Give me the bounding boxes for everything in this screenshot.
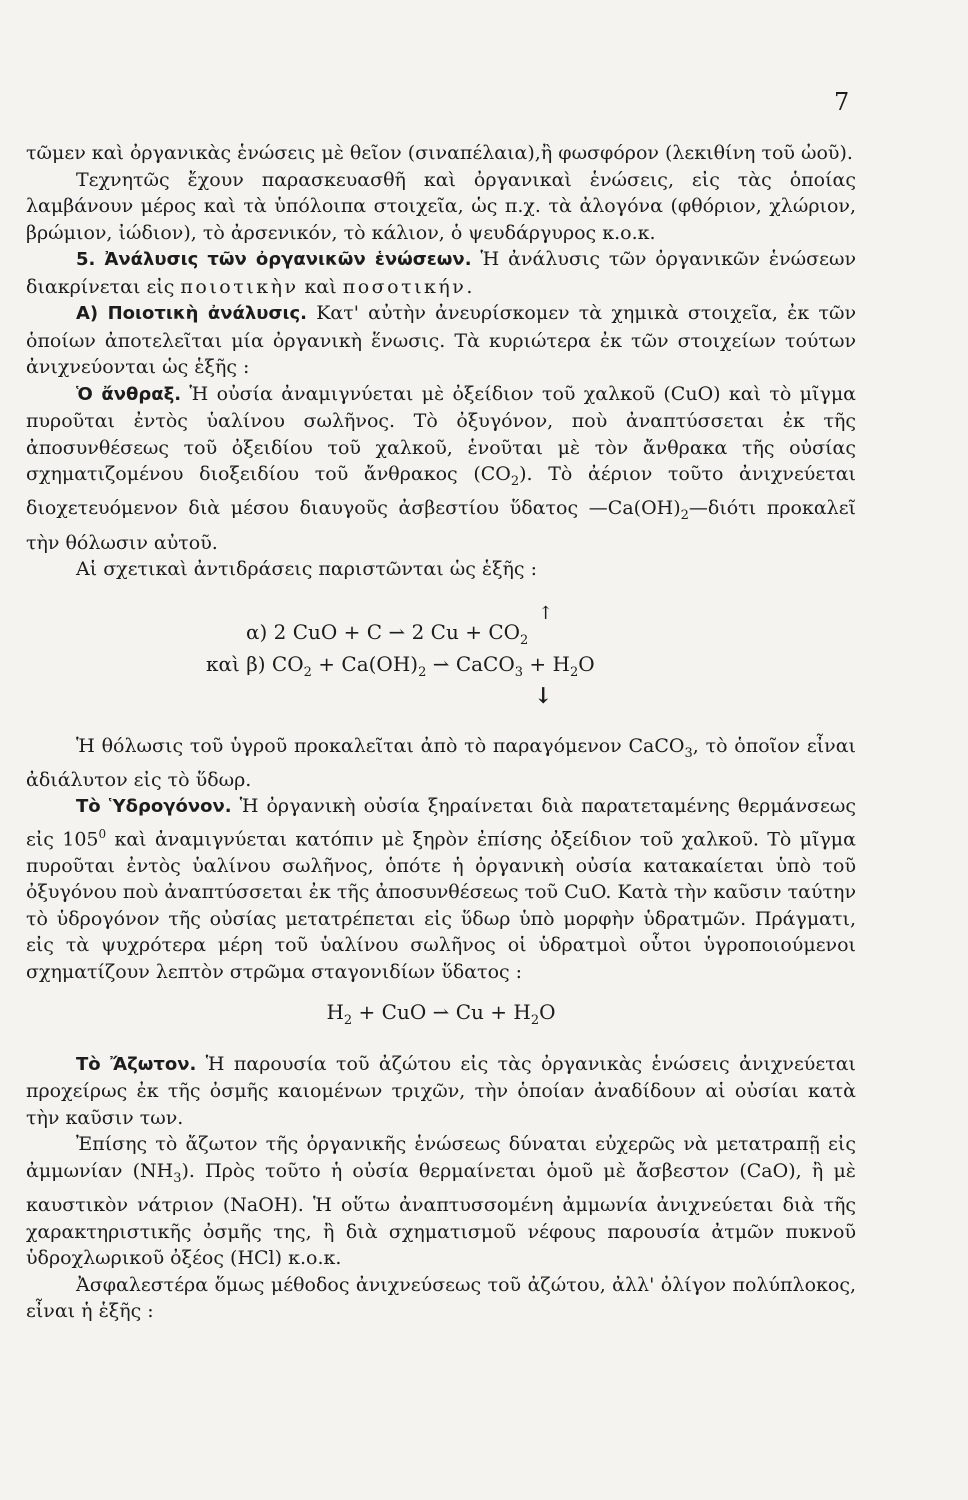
subscript: 2 xyxy=(530,1013,540,1029)
analysis-text: Ἡ ἀνάλυσις τῶν ὀργανικῶν ἑνώσεων διακρίνεται εἰς xyxy=(26,248,856,298)
paragraph-reactions-intro: Αἱ σχετικαὶ ἀντιδράσεις παριστῶνται ὡς ἑξῆς : xyxy=(76,558,538,581)
precipitate-arrow-down-icon: ↓ xyxy=(534,682,553,709)
analysis-conjunction: καὶ xyxy=(298,275,343,298)
paragraph-synthetic-compounds: Τεχνητῶς ἔχουν παρασκευασθῆ καὶ ὀργανικαὶ ἑνώσεις, εἰς τὰς ὁποίας λαμβάνουν μέρος καὶ τὰ ὑπόλοιπα στοιχεῖα, ὡς π.χ. τὰ ἀλογόνα (φθόριον, χλώριον, βρώμιον, ἰώδιον), τὸ ἀρσενικόν, τὸ κάλιον, ὁ ψευδάργυρος κ.ο.κ. xyxy=(26,168,856,244)
subscript: 2 xyxy=(569,664,579,680)
equation-b-part: ⇀ CaCO xyxy=(426,651,515,676)
hydrogen-text-a: Ἡ ὀργανικὴ οὐσία ξηραίνεται διὰ παρατεταμένης θερμάνσεως εἰς 105 xyxy=(26,795,856,851)
subscript: 2 xyxy=(418,664,427,680)
subscript: 2 xyxy=(303,664,312,680)
equation-b xyxy=(206,651,595,687)
section-heading-analysis: 5. Ἀνάλυσις τῶν ὀργανικῶν ἑνώσεων. xyxy=(76,249,472,270)
paragraph-analysis xyxy=(26,246,856,300)
carbon-text-a: Ἡ οὐσία ἀναμιγνύεται μὲ ὀξείδιον τοῦ χαλκοῦ (CuO) καὶ τὸ μῖγμα πυροῦται ἐντὸς ὑαλίνου σωλῆνος. Τὸ ὀξυγόνον, ποὺ ἀναπτύσσεται ἐκ τῆς ἀποσυνθέσεως τοῦ ὀξειδίου τοῦ χαλκοῦ, ἑνοῦται μὲ τὸν ἄνθρακα τῆς οὐσίας σχηματιζομένου διοξειδίου τοῦ ἄνθρακος (CO xyxy=(26,382,857,485)
subscript: 3 xyxy=(514,664,524,680)
equation-b-part: καὶ β) CO xyxy=(206,651,304,676)
page-number: 7 xyxy=(834,88,850,116)
carbon-text-b: ). Τὸ ἀέριον τοῦτο ἀνιχνεύεται διοχετευόμενον διὰ μέσου διαυγοῦς ἀσβεστίου ὕδατος —Ca(OH) xyxy=(26,463,856,520)
ammonia-text-b: ). Πρὸς τοῦτο ἡ οὐσία θερμαίνεται ὁμοῦ μὲ ἄσβεστον (CaO), ἢ μὲ καυστικὸν νάτριον (NaOH). Ἡ οὕτω ἀναπτυσσομένη ἀμμωνία ἀνιχνεύεται διὰ τῆς χαρακτηριστικῆς ὀσμῆς της, ἢ διὰ σχηματισμοῦ νέφους παρουσία ἀτμῶν πυκνοῦ ὑδροχλωρικοῦ ὀξέος (HCl) κ.ο.κ. xyxy=(26,1159,856,1270)
equation-c-part: O xyxy=(539,1000,556,1025)
subscript: 2 xyxy=(510,473,520,489)
equation-c-part: + CuO ⇀ Cu + H xyxy=(352,1000,531,1025)
emphasis-qualitative: ποιοτικὴν xyxy=(180,275,299,298)
hydrogen-text-b: καὶ ἀναμιγνύεται κατόπιν μὲ ξηρὸν ἐπίσης ὀξείδιον τοῦ χαλκοῦ. Τὸ μῖγμα πυροῦται ἐντὸς ὑαλίνου σωλῆνος, ὁπότε ἡ ὀργανικὴ οὐσία κατακαίεται ὑπὸ τοῦ ὀξυγόνου ποὺ ἀναπτύσσεται ἐκ τῆς ἀποσυνθέσεως τοῦ CuO. Κατὰ τὴν καῦσιν ταύτην τὸ ὑδρογόνον τῆς οὐσίας μετατρέπεται εἰς ὕδωρ ὑπὸ μορφὴν ὑδρατμῶν. Πράγματι, εἰς τὰ ψυχρότερα μέρη τοῦ ὑαλίνου σωλῆνος οἱ ὑδρατμοὶ οὗτοι ὑγροποιούμενοι σχηματίζουν λεπτὸν στρῶμα σταγονιδίων ὕδατος : xyxy=(26,828,856,983)
paragraph-ammonia xyxy=(26,1131,856,1271)
degree-superscript: 0 xyxy=(98,826,107,841)
emphasis-quantitative: ποσοτικήν xyxy=(342,275,467,298)
carbon-text-c: —διότι προκαλεῖ τὴν θόλωσιν αὐτοῦ. xyxy=(26,497,857,554)
paragraph-hydrogen xyxy=(26,793,856,985)
equation-a xyxy=(246,619,528,655)
paragraph-qualitative xyxy=(26,300,856,381)
analysis-end: . xyxy=(466,275,473,298)
turbidity-text-a: Ἡ θόλωσις τοῦ ὑγροῦ προκαλεῖται ἀπὸ τὸ παραγόμενον CaCO xyxy=(76,734,685,757)
qualitative-text: Κατ' αὐτὴν ἀνευρίσκομεν τὰ χημικὰ στοιχεῖα, ἐκ τῶν ὁποίων ἀποτελεῖται μία ὀργανικὴ ἕνωσις. Τὰ κυριώτερα ἐκ τῶν στοιχείων τούτων ἀνιχνεύονται ὡς ἑξῆς : xyxy=(26,302,856,378)
turbidity-text-b: , τὸ ὁποῖον εἶναι ἀδιάλυτον εἰς τὸ ὕδωρ. xyxy=(26,734,856,791)
subscript: 2 xyxy=(343,1013,353,1029)
equation-a-text: α) 2 CuO + C ⇀ 2 Cu + CO xyxy=(246,619,521,644)
subscript: 3 xyxy=(684,745,693,761)
heading-carbon: Ὁ ἄνθραξ. xyxy=(76,383,182,405)
paragraph-carbon xyxy=(26,381,856,557)
equation-b-part: O xyxy=(578,651,595,676)
heading-hydrogen: Τὸ Ὑδρογόνον. xyxy=(76,796,232,818)
subscript: 2 xyxy=(680,508,689,524)
gas-arrow-up-icon: ↑ xyxy=(538,602,554,624)
ammonia-text-a: Ἐπίσης τὸ ἄζωτον τῆς ὀργανικῆς ἑνώσεως δύναται εὐχερῶς νὰ μετατραπῇ εἰς ἀμμωνίαν (NH xyxy=(26,1133,856,1182)
reaction-equations xyxy=(26,602,856,711)
nitrogen-text: Ἡ παρουσία τοῦ ἀζώτου εἰς τὰς ὀργανικὰς ἑνώσεις ἀνιχνεύεται προχείρως ἐκ τῆς ὀσμῆς καιομένων τριχῶν, τὴν ὁποίαν ἀναδίδουν αἱ οὐσίαι κατὰ τὴν καῦσιν των. xyxy=(26,1052,856,1129)
heading-nitrogen: Τὸ Ἄζωτον. xyxy=(76,1053,197,1075)
equation-b-part: + H xyxy=(523,651,570,676)
paragraph-nitrogen xyxy=(26,1051,856,1132)
heading-qualitative-analysis: Α) Ποιοτικὴ ἀνάλυσις. xyxy=(76,303,307,324)
equation-hydrogen xyxy=(26,999,856,1035)
paragraph-method: Ἀσφαλεστέρα ὅμως μέθοδος ἀνιχνεύσεως τοῦ ἀζώτου, ἀλλ' ὀλίγον πολύπλοκος, εἶναι ἡ ἑξῆς : xyxy=(26,1273,856,1323)
equation-c-part: H xyxy=(326,1000,344,1025)
paragraph-turbidity xyxy=(26,733,856,794)
equation-b-part: + Ca(OH) xyxy=(311,651,419,676)
subscript: 2 xyxy=(520,632,529,648)
paragraph-intro: τῶμεν καὶ ὀργανικὰς ἑνώσεις μὲ θεῖον (σιναπέλαια),ἢ φωσφόρον (λεκιθίνη τοῦ ὠοῦ). xyxy=(26,142,853,164)
subscript: 3 xyxy=(173,1170,182,1186)
body-text xyxy=(26,140,856,1325)
